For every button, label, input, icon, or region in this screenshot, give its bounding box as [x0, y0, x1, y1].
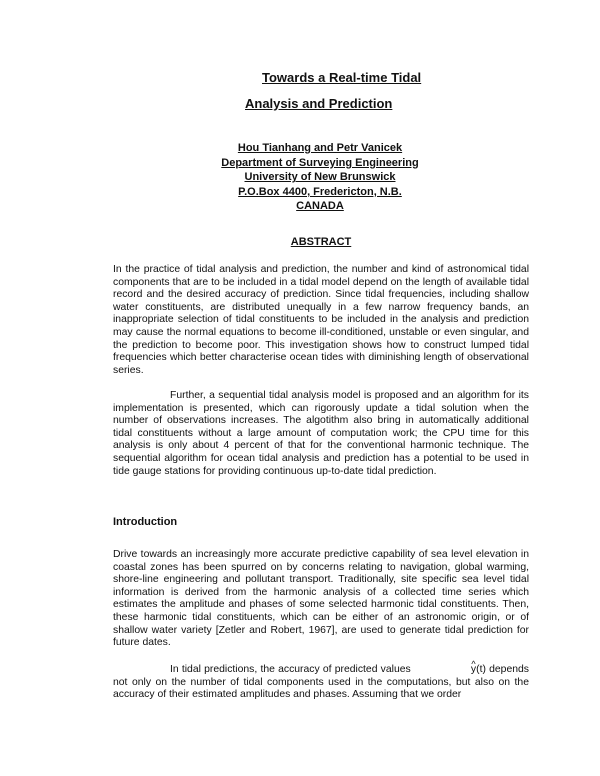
- author-university: University of New Brunswick: [244, 171, 396, 184]
- paper-title-line-2: Analysis and Prediction: [245, 96, 393, 111]
- introduction-paragraph-1: Drive towards an increasingly more accurate predictive capability of sea level elevation in coastal zones has been spurred on by concerns relating to navigation, global warming, shore-line engineering and pollutant transport. Traditionally, site specific sea level tidal information is derived from the harmonic analysis of a collected time series which estimates the amplitude and phases of some selected harmonic tidal constituents. Then, these harmonic tidal constituents, which can be either of an astronomic origin, or of shallow water variety [Zetler and Robert, 1967], are used to generate tidal prediction for future dates.: [113, 549, 529, 649]
- abstract-heading: ABSTRACT: [290, 236, 352, 248]
- author-country: CANADA: [296, 200, 344, 213]
- author-block: [160, 141, 480, 214]
- paper-title-line-1: Towards a Real-time Tidal: [262, 70, 422, 85]
- introduction-paragraph-2: [113, 664, 529, 702]
- introduction-paragraph-2-start: In tidal predictions, the accuracy of predicted values: [170, 664, 414, 675]
- abstract-paragraph-1: In the practice of tidal analysis and prediction, the number and kind of astronomical tidal components that are to be included in a tidal model depend on the length of available tidal record and the desired accuracy of prediction. Since tidal frequencies, including shallow water constituents, are distributed unequally in a few narrow frequency bands, an inappropriate selection of tidal constituents to be included in the analysis and prediction may cause the normal equations to become ill-conditioned, unstable or even singular, and the prediction to become poor. This investigation shows how to construct lumped tidal frequencies which better characterise ocean tides with diminishing length of observational series.: [113, 264, 529, 376]
- introduction-heading: Introduction: [113, 516, 178, 528]
- author-department: Department of Surveying Engineering: [221, 156, 419, 169]
- abstract-paragraph-2: Further, a sequential tidal analysis model is proposed and an algorithm for its implementation is presented, which can rigorously update a tidal solution when the number of observations increases. The algotithm also bring in automatically additional tidal constituents without a large amount of computation work; the CPU time for this analysis is only about 4 percent of that for the conventional harmonic technique. The sequential algorithm for ocean tidal analysis and prediction has a potential to be used in tide gauge stations for providing continuous up-to-date tidal prediction.: [113, 390, 529, 477]
- author-names: Hou Tianhang and Petr Vanicek: [237, 142, 403, 154]
- author-address: P.O.Box 4400, Fredericton, N.B.: [238, 185, 402, 198]
- y-hat-symbol: ^ y: [414, 664, 476, 677]
- introduction-paragraph-2-end: (t) depends not only on the number of tidal components used in the computations, but also on the accuracy of their estimated amplitudes and phases. Assuming that we order: [113, 664, 529, 701]
